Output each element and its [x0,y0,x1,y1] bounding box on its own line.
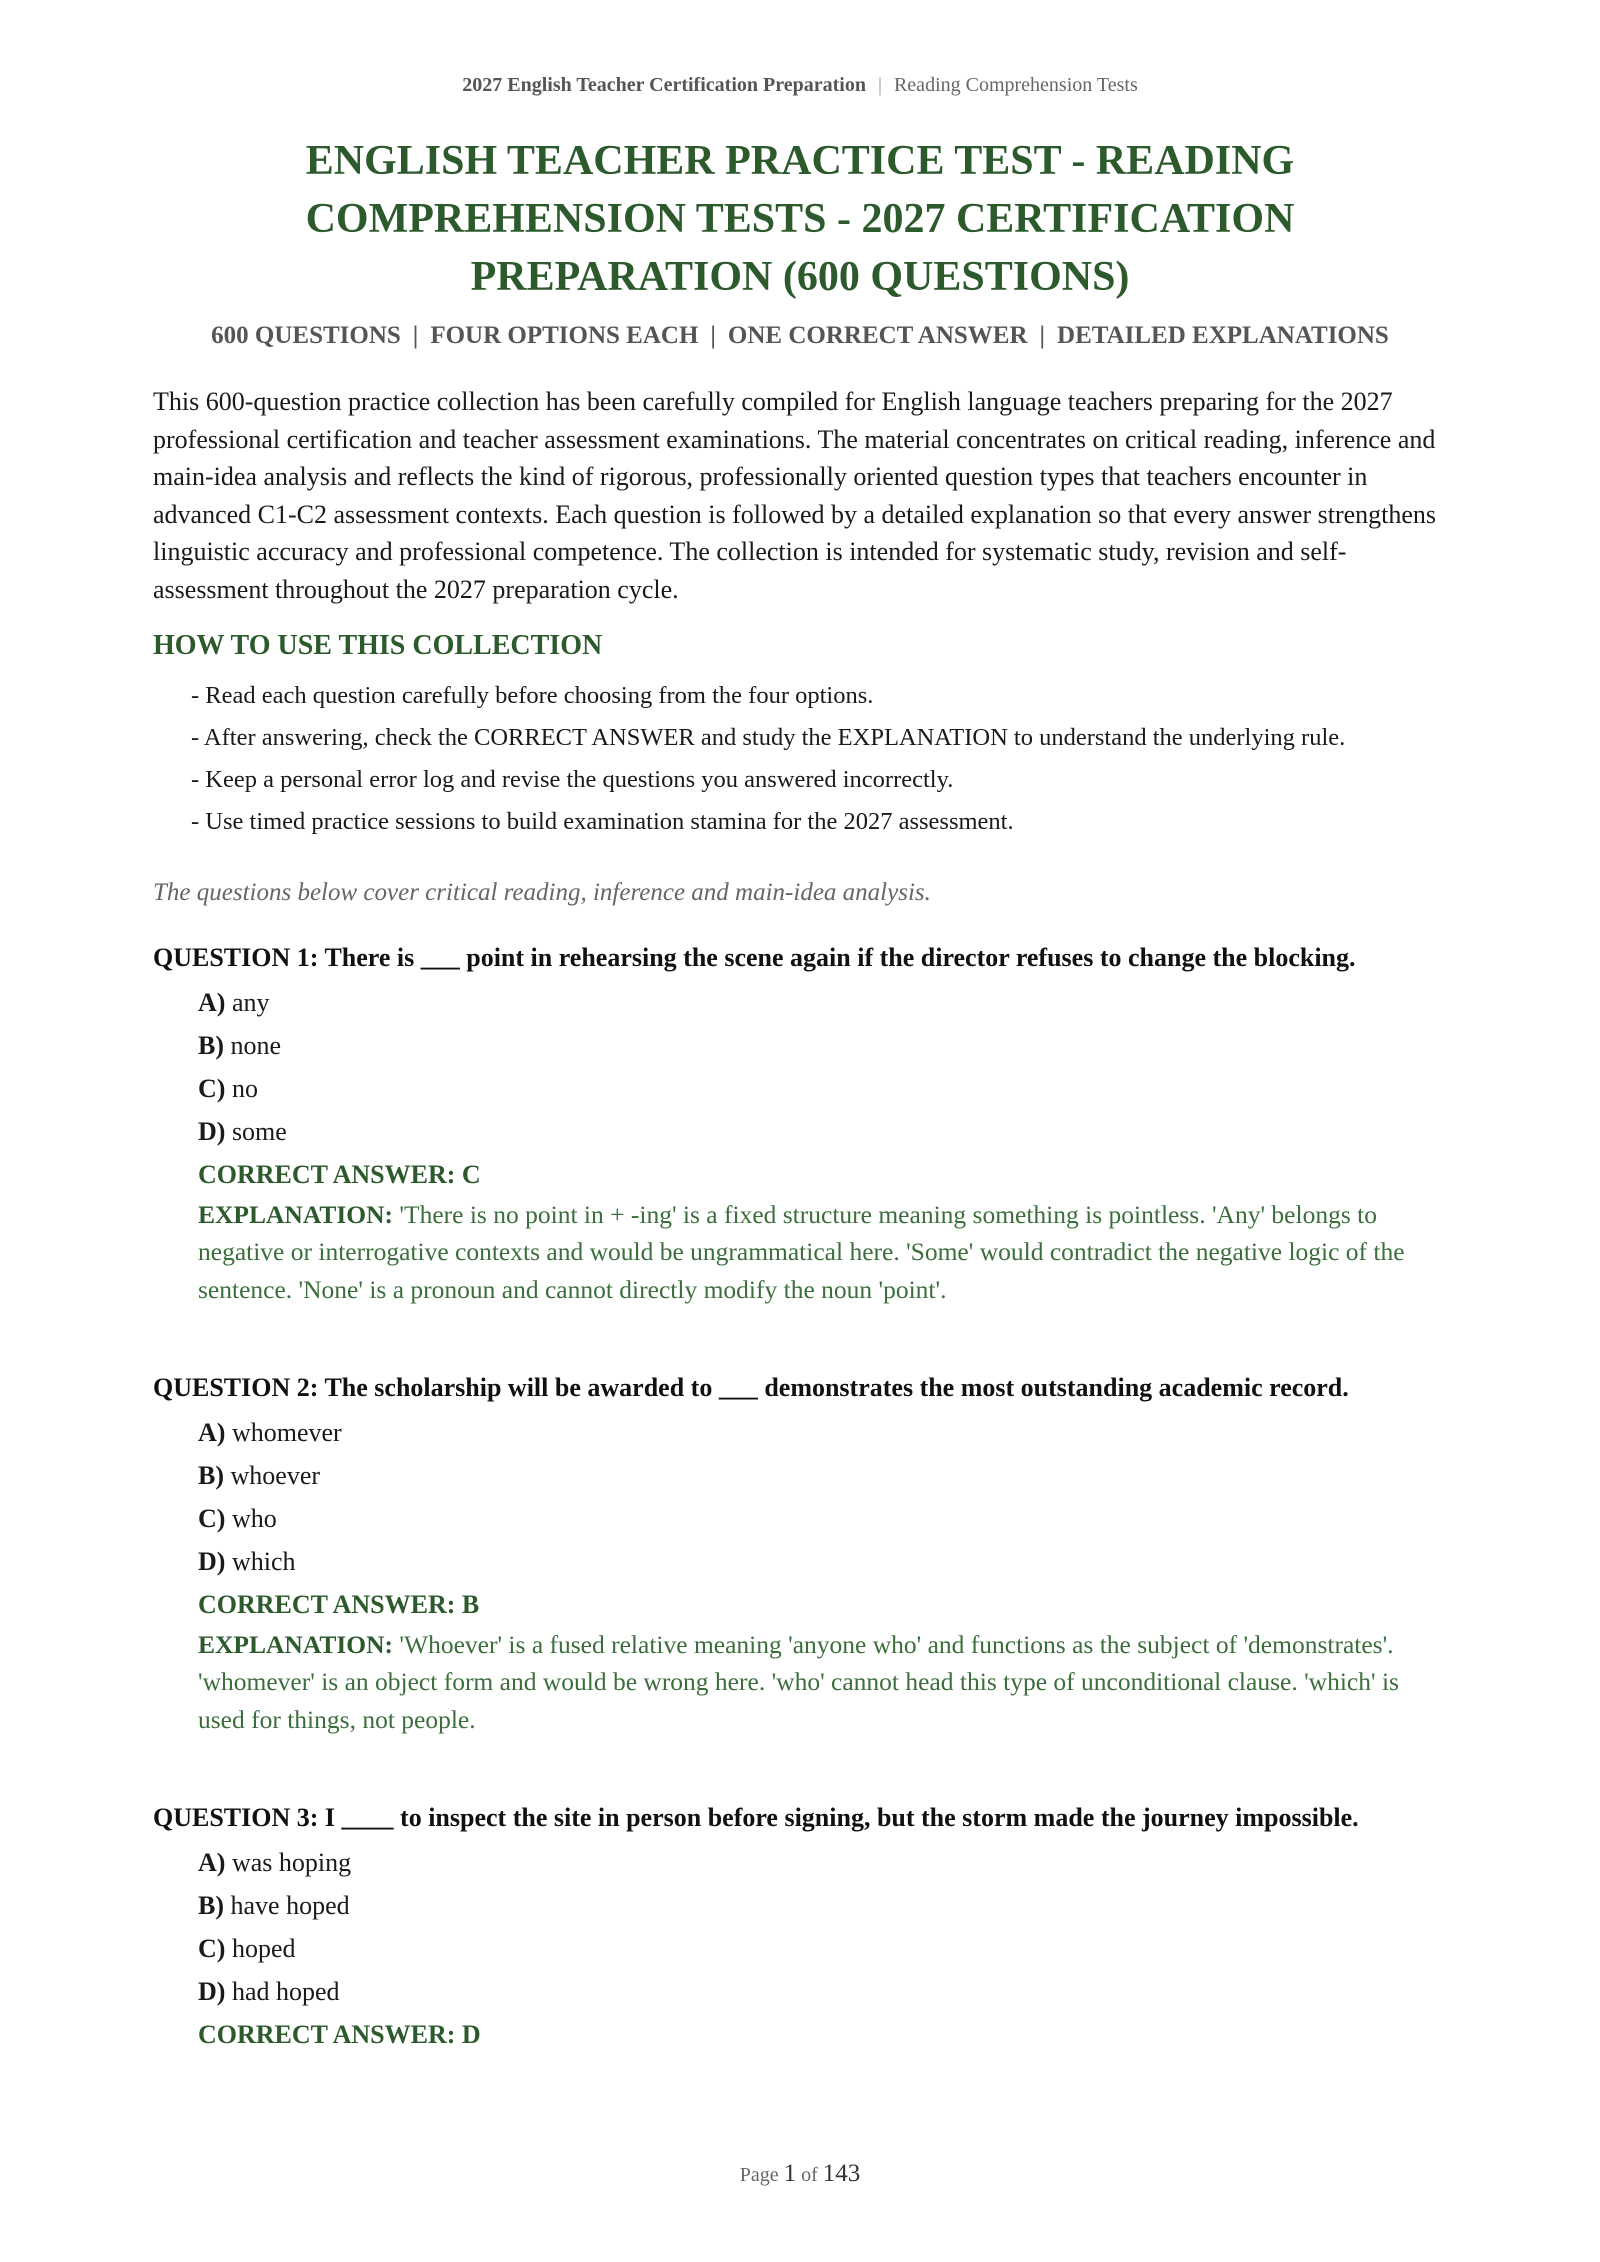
page-total: 143 [822,2160,861,2187]
howto-item: - Read each question carefully before choosing from the four options. [191,682,874,709]
explanation-text: 'There is no point in + -ing' is a fixed structure meaning something is pointless. 'Any' belongs to negative or interrogative contexts and would be ungrammatical here. 'Some' would contradict the negative logic of the sentence. 'None' is a pronoun and cannot directly modify the noun 'point'. [198,1199,1405,1304]
header-section: Reading Comprehension Tests [893,74,1138,96]
spec-item: 600 QUESTIONS [211,322,401,349]
explanation-label: EXPLANATION: [198,1199,394,1229]
options-list [198,1411,1447,1583]
running-header [153,74,1447,97]
title-line-3: PREPARATION (600 QUESTIONS) [470,254,1130,300]
option [198,1497,1447,1540]
question-block [153,1799,1447,2056]
spec-item: FOUR OPTIONS EACH [430,322,699,349]
option-letter: D) [198,1976,226,2006]
spec-separator: | [412,322,419,349]
option-letter: A) [198,1847,226,1877]
question-block [153,1369,1447,1738]
option-letter: B) [198,1030,224,1060]
option-text: who [231,1503,277,1533]
correct-answer: CORRECT ANSWER: B [198,1589,480,1619]
option-text: was hoping [231,1847,352,1877]
header-separator: | [877,74,882,96]
option [198,1067,1447,1110]
option-text: none [230,1030,282,1060]
howto-item: - Keep a personal error log and revise the questions you answered incorrectly. [191,766,954,793]
page-word: Page [739,2164,779,2186]
of-word: of [801,2164,818,2186]
title-line-1: ENGLISH TEACHER PRACTICE TEST - READING [305,138,1295,184]
option [198,1884,1447,1927]
document-title [153,132,1447,306]
spec-item: DETAILED EXPLANATIONS [1057,322,1389,349]
option-text: whomever [231,1417,342,1447]
option-letter: B) [198,1890,224,1920]
document-page [153,0,1447,2262]
options-list [198,981,1447,1153]
option [198,1927,1447,1970]
option [198,1540,1447,1583]
option-letter: C) [198,1933,226,1963]
howto-list [191,678,1447,846]
question-text: QUESTION 3: I ____ to inspect the site in person before signing, but the storm made the journey impossible. [153,1803,1359,1832]
header-title: 2027 English Teacher Certification Preparation [462,74,866,96]
option-letter: C) [198,1503,226,1533]
option [198,1970,1447,2013]
intro-paragraph: This 600-question practice collection has been carefully compiled for English language teachers preparing for the 2027 professional certification and teacher assessment examinations. The material concentrates on critical reading, inference and main-idea analysis and reflects the kind of rigorous, professionally oriented question types that teachers encounter in advanced C1-C2 assessment contexts. Each question is followed by a detailed explanation so that every answer strengthens linguistic accuracy and professional competence. The collection is intended for systematic study, revision and self-assessment throughout the 2027 preparation cycle. [153,387,1437,604]
option-text: which [231,1546,296,1576]
correct-answer: CORRECT ANSWER: D [198,2019,481,2049]
explanation-label: EXPLANATION: [198,1629,394,1659]
spec-separator: | [1039,322,1046,349]
option [198,1454,1447,1497]
option-letter: B) [198,1460,224,1490]
option-text: have hoped [230,1890,350,1920]
page-footer [153,2160,1447,2188]
option-text: hoped [231,1933,296,1963]
option [198,1024,1447,1067]
option [198,1110,1447,1153]
option-text: whoever [230,1460,321,1490]
correct-answer: CORRECT ANSWER: C [198,1159,481,1189]
options-list [198,1841,1447,2013]
option-text: any [231,987,270,1017]
option-text: some [231,1116,287,1146]
option-letter: A) [198,987,226,1017]
howto-item: - Use timed practice sessions to build examination stamina for the 2027 assessment. [191,808,1014,835]
option-text: no [231,1073,258,1103]
option [198,981,1447,1024]
option [198,1411,1447,1454]
title-line-2: COMPREHENSION TESTS - 2027 CERTIFICATION [305,196,1295,242]
question-text: QUESTION 2: The scholarship will be awarded to ___ demonstrates the most outstanding academic record. [153,1373,1349,1402]
howto-heading: HOW TO USE THIS COLLECTION [153,630,603,661]
spec-item: ONE CORRECT ANSWER [727,322,1028,349]
explanation-text: 'Whoever' is a fused relative meaning 'anyone who' and functions as the subject of 'demonstrates'. 'whomever' is an object form and would be wrong here. 'who' cannot head this type of unconditional clause. 'which' is used for things, not people. [198,1629,1399,1734]
spec-separator: | [710,322,716,349]
option-letter: D) [198,1546,226,1576]
option-letter: C) [198,1073,226,1103]
spec-line [153,322,1447,350]
howto-item: - After answering, check the CORRECT ANSWER and study the EXPLANATION to understand the underlying rule. [191,724,1346,751]
option [198,1841,1447,1884]
page-number: 1 [783,2160,797,2187]
explanation [198,1196,1447,1309]
option-text: had hoped [231,1976,340,2006]
option-letter: D) [198,1116,226,1146]
question-block [153,939,1447,1308]
option-letter: A) [198,1417,226,1447]
question-text: QUESTION 1: There is ___ point in rehearsing the scene again if the director refuses to change the blocking. [153,943,1356,972]
scope-note: The questions below cover critical reading, inference and main-idea analysis. [153,879,931,906]
explanation [198,1626,1447,1739]
